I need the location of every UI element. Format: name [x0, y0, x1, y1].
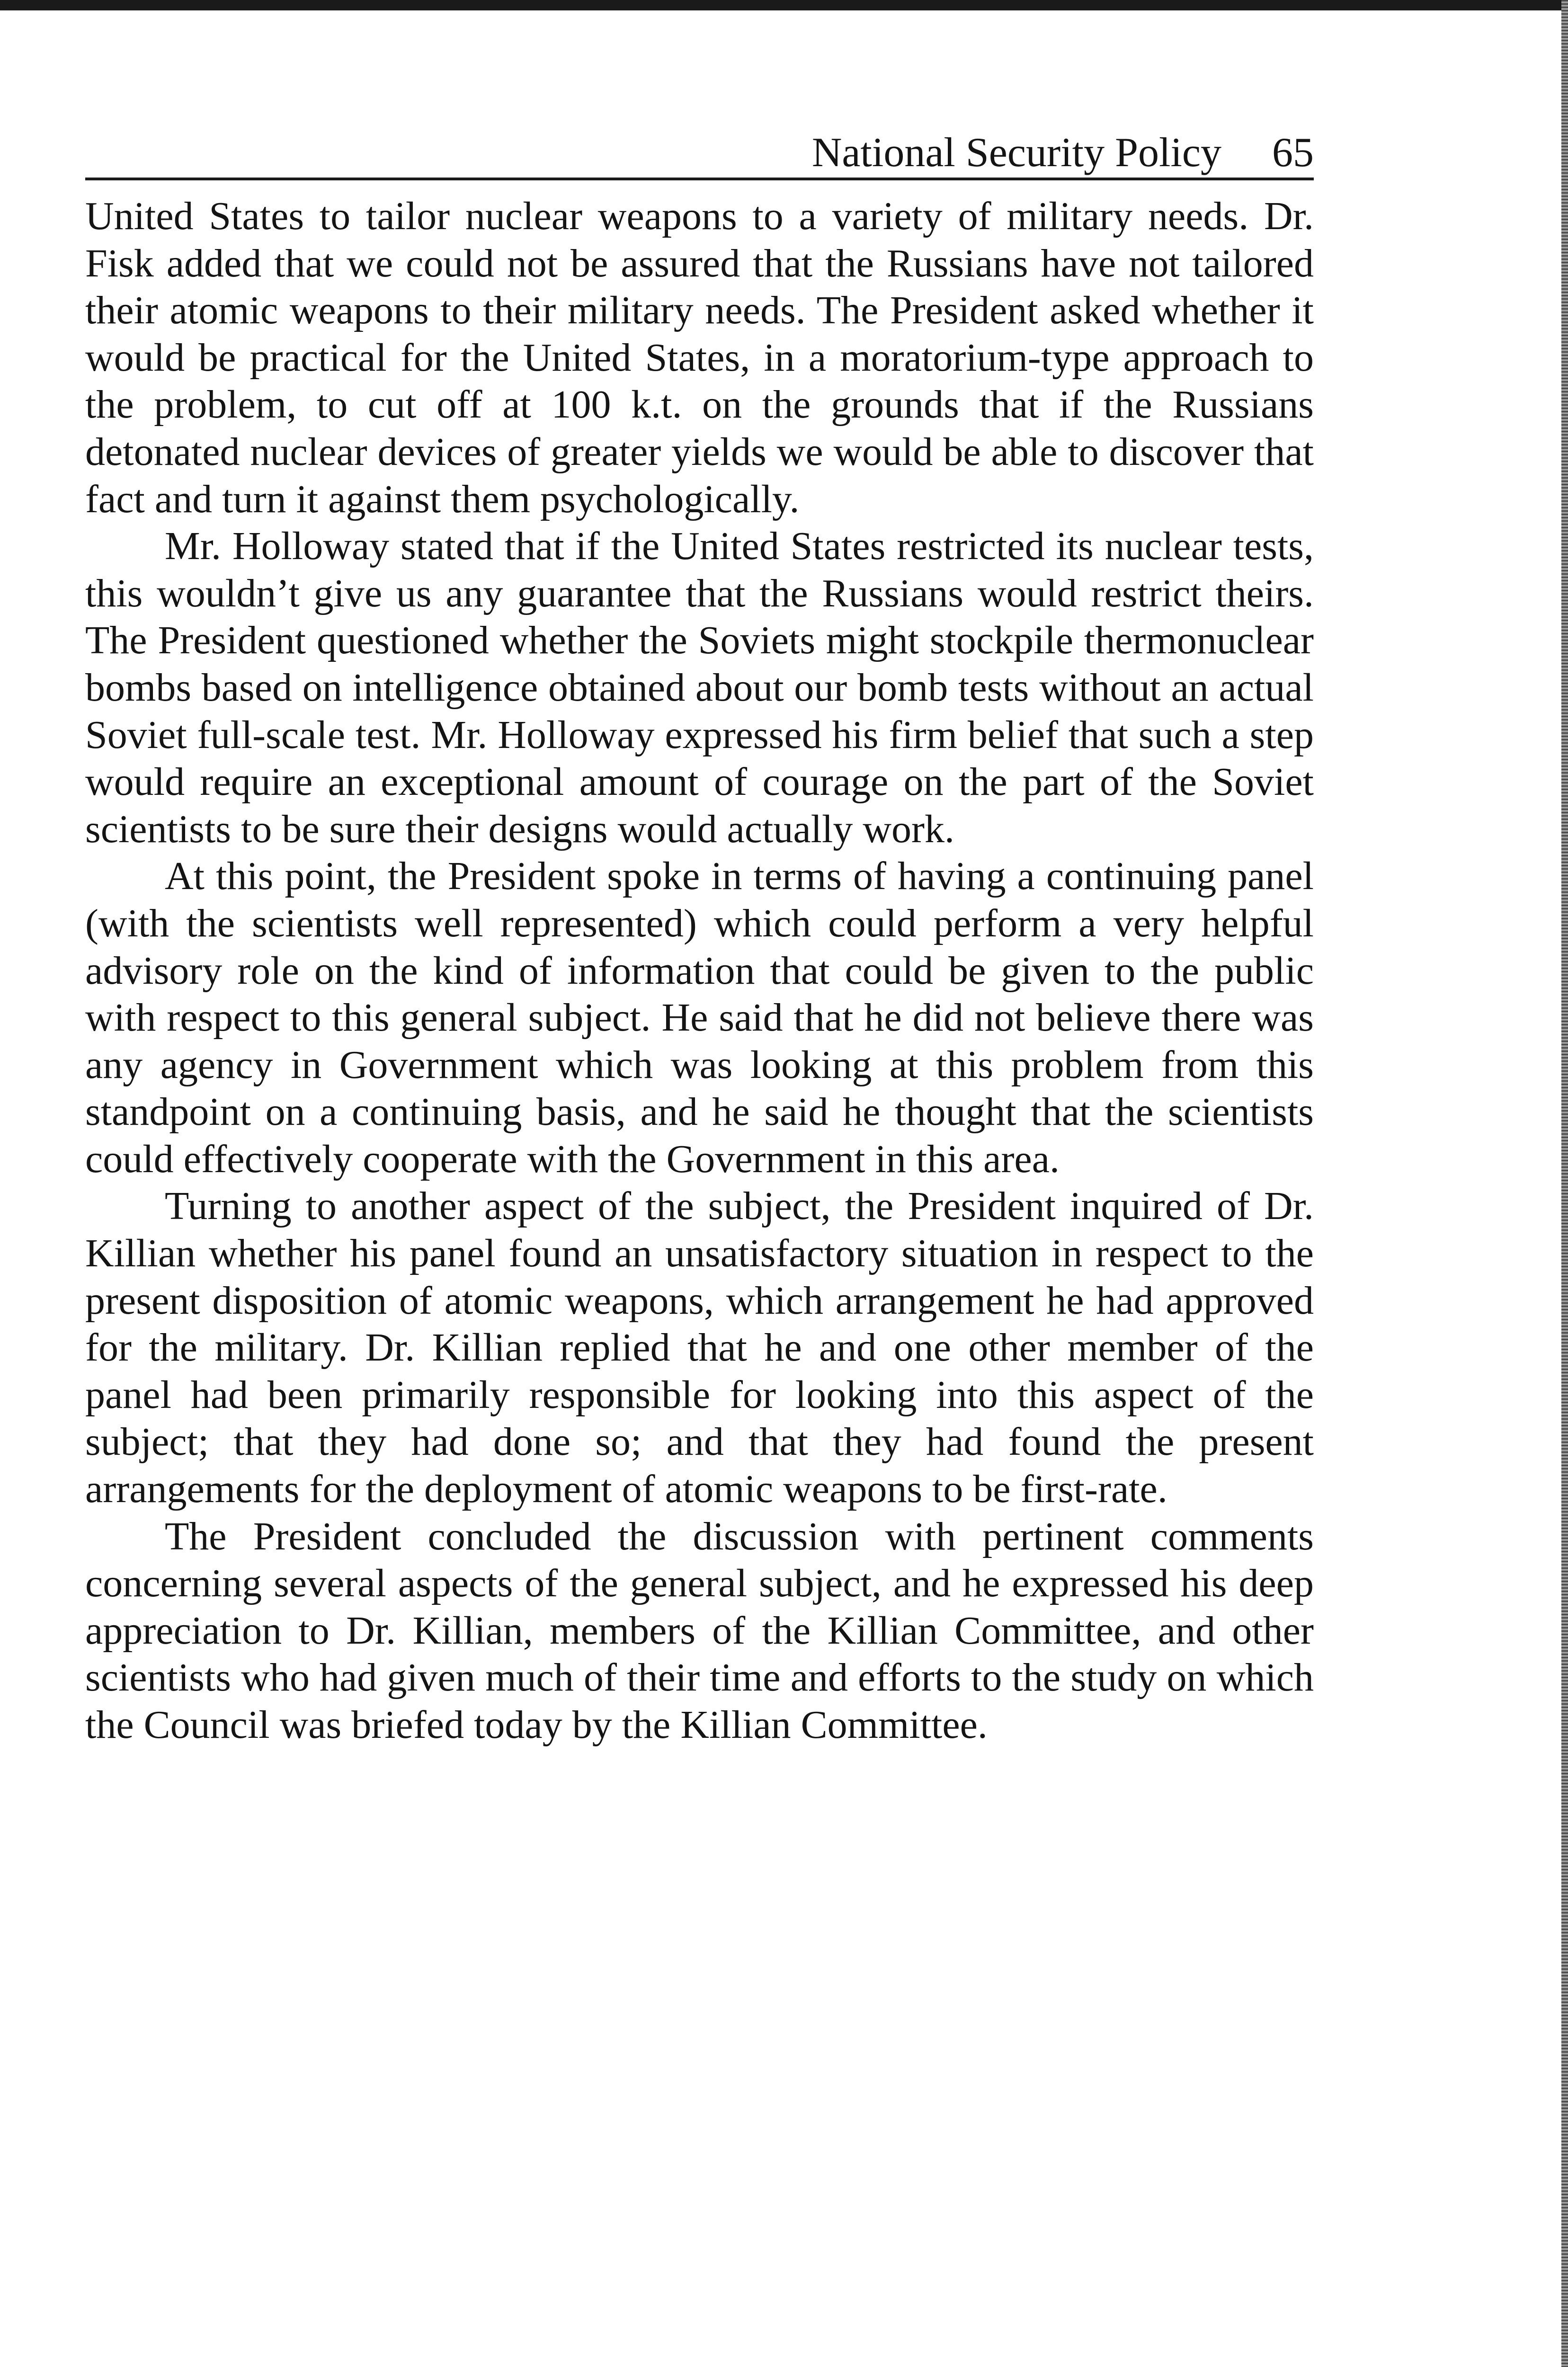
- paragraph-conclusion: The President concluded the discussion with pertinent comments concerning several aspects of the general subject, and he expressed his deep appreciation to Dr. Killian, members of the Killian Committee, and other scientists who had given much of their time and efforts to the study on which the Council was briefed today by the Killian Committee.: [85, 1514, 1314, 1747]
- body-text: [85, 193, 1314, 1749]
- running-head-title: National Security Policy: [811, 130, 1221, 176]
- book-page: [85, 121, 1314, 1749]
- scan-right-edge: [1561, 0, 1568, 2367]
- paragraph-advisory-panel: At this point, the President spoke in terms of having a continuing panel (with the scientists well represented) which could perform a very helpful advisory role on the kind of information that could be given to the public with respect to this general subject. He said that he did not believe there was any agency in Government which was looking at this problem from this standpoint on a continuing basis, and he said he thought that the scientists could effectively cooperate with the Government in this area.: [85, 854, 1314, 1181]
- paragraph-killian-disposition: Turning to another aspect of the subject, the President inquired of Dr. Killian whether his panel found an unsatisfactory situation in respect to the present disposition of atomic weapons, which arrangement he had approved for the military. Dr. Killian replied that he and one other member of the panel had been primarily responsible for looking into this aspect of the subject; that they had done so; and that they had found the present arrangements for the deployment of atomic weapons to be first-rate.: [85, 1184, 1314, 1512]
- running-head: [85, 121, 1314, 180]
- paragraph-holloway: Mr. Holloway stated that if the United States restricted its nuclear tests, this wouldn’t give us any guarantee that the Russians would restrict theirs. The President questioned whether the Soviets might stockpile thermonuclear bombs based on intelligence obtained about our bomb tests without an actual Soviet full-scale test. Mr. Holloway expressed his firm belief that such a step would require an exceptional amount of courage on the part of the Soviet scientists to be sure their designs would actually work.: [85, 524, 1314, 851]
- page-number: 65: [1272, 130, 1314, 176]
- scan-top-edge: [0, 0, 1568, 10]
- paragraph-continued: United States to tailor nuclear weapons to a variety of military needs. Dr. Fisk added that we could not be assured that the Russians have not tailored their atomic weapons to their military needs. The President asked whether it would be practical for the United States, in a moratorium-type approach to the problem, to cut off at 100 k.t. on the grounds that if the Russians detonated nuclear devices of greater yields we would be able to discover that fact and turn it against them psychologically.: [85, 194, 1314, 521]
